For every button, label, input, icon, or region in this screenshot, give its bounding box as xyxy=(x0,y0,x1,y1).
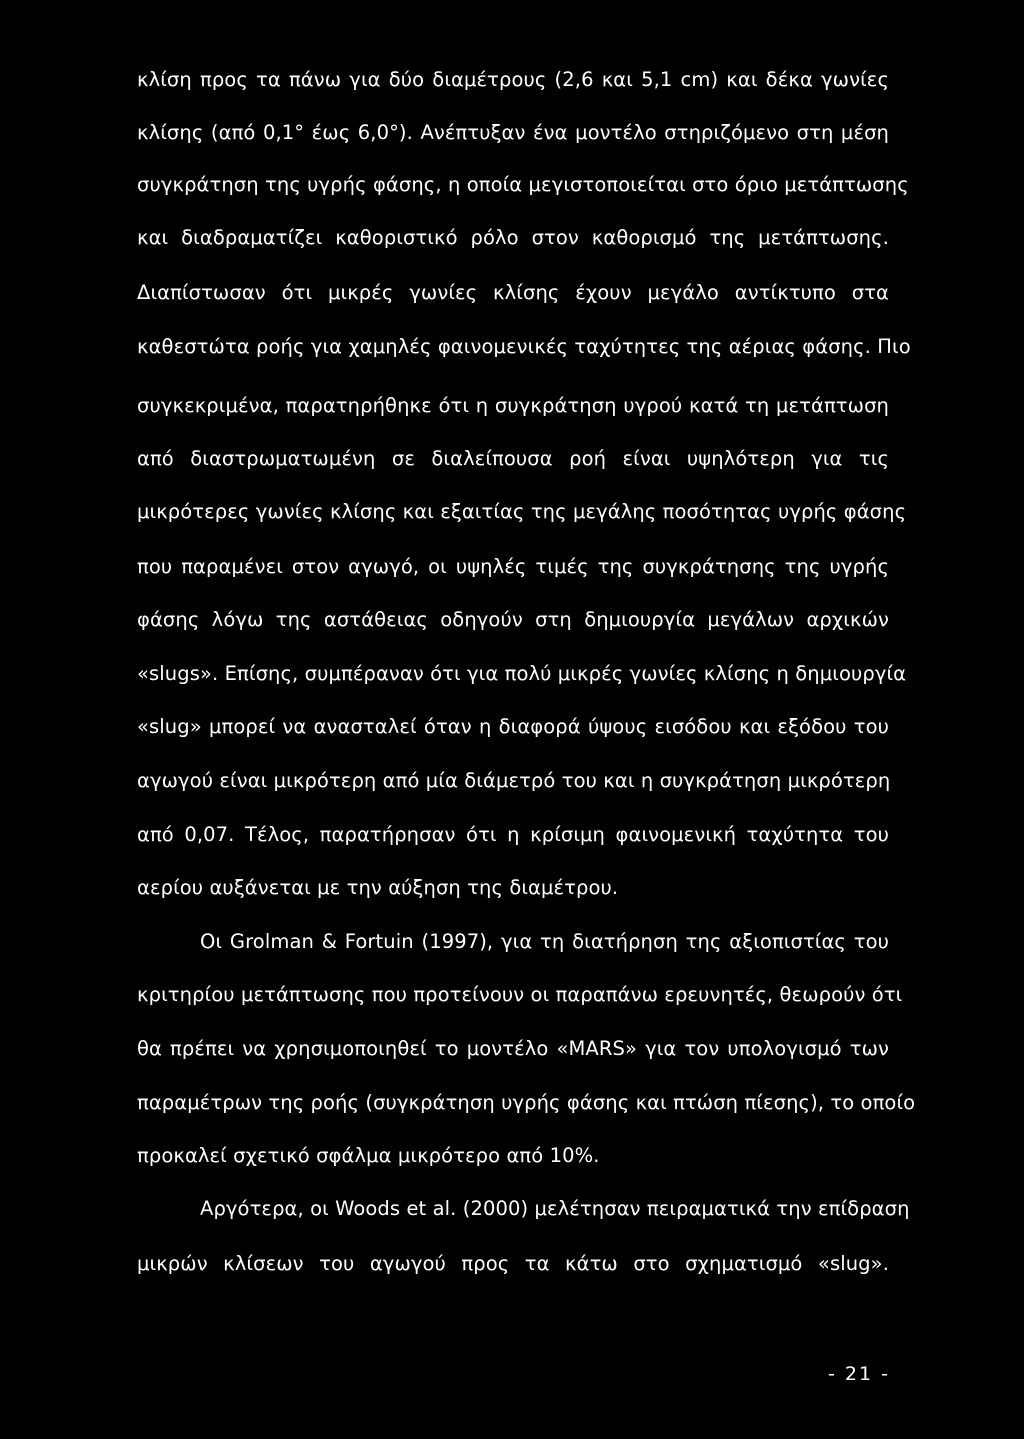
text-line: αερίου αυξάνεται με την αύξηση της διαμέτρου. xyxy=(137,876,619,899)
text-line: μικρότερες γωνίες κλίσης και εξαιτίας της μεγάλης ποσότητας υγρής φάσης xyxy=(137,500,907,523)
text-line: «slugs». Επίσης, συμπέραναν ότι για πολύ μικρές γωνίες κλίσης η δημιουργία xyxy=(137,662,907,685)
text-line: συγκεκριμένα, παρατηρήθηκε ότι η συγκράτηση υγρού κατά τη μετάπτωση xyxy=(137,394,889,417)
text-line: προκαλεί σχετικό σφάλμα μικρότερο από 10%. xyxy=(137,1144,600,1167)
text-line: καθεστώτα ροής για χαμηλές φαινομενικές ταχύτητες της αέριας φάσης. Πιο xyxy=(137,335,911,358)
text-line: από 0,07. Τέλος, παρατήρησαν ότι η κρίσιμη φαινομενική ταχύτητα του xyxy=(137,823,889,846)
text-line: μικρών κλίσεων του αγωγού προς τα κάτω στο σχηματισμό «slug». xyxy=(137,1252,889,1275)
text-line: που παραμένει στον αγωγό, οι υψηλές τιμές της συγκράτησης της υγρής xyxy=(137,555,889,578)
text-line: από διαστρωματωμένη σε διαλείπουσα ροή είναι υψηλότερη για τις xyxy=(137,447,889,470)
text-line: Αργότερα, οι Woods et al. (2000) μελέτησαν πειραματικά την επίδραση xyxy=(200,1197,910,1220)
text-line: και διαδραματίζει καθοριστικό ρόλο στον καθορισμό της μετάπτωσης. xyxy=(137,226,889,249)
text-line: θα πρέπει να χρησιμοποιηθεί το μοντέλο «MARS» για τον υπολογισμό των xyxy=(137,1037,889,1060)
text-line: συγκράτηση της υγρής φάσης, η οποία μεγιστοποιείται στο όριο μετάπτωσης xyxy=(137,173,909,196)
text-line: Διαπίστωσαν ότι μικρές γωνίες κλίσης έχουν μεγάλο αντίκτυπο στα xyxy=(137,281,889,304)
text-line: κριτηρίου μετάπτωσης που προτείνουν οι παραπάνω ερευνητές, θεωρούν ότι xyxy=(137,983,903,1006)
text-line: «slug» μπορεί να ανασταλεί όταν η διαφορά ύψους εισόδου και εξόδου του xyxy=(137,715,889,738)
page-number: - 21 - xyxy=(828,1363,890,1385)
text-line: αγωγού είναι μικρότερη από μία διάμετρό του και η συγκράτηση μικρότερη xyxy=(137,769,891,792)
text-line: φάσης λόγω της αστάθειας οδηγούν στη δημιουργία μεγάλων αρχικών xyxy=(137,608,889,631)
text-line: κλίσης (από 0,1° έως 6,0°). Ανέπτυξαν ένα μοντέλο στηριζόμενο στη μέση xyxy=(137,121,889,144)
text-line: κλίση προς τα πάνω για δύο διαμέτρους (2,6 και 5,1 cm) και δέκα γωνίες xyxy=(137,68,889,91)
text-line: παραμέτρων της ροής (συγκράτηση υγρής φάσης και πτώση πίεσης), το οποίο xyxy=(137,1091,916,1114)
text-line: Οι Grolman & Fortuin (1997), για τη διατήρηση της αξιοπιστίας του xyxy=(200,930,889,953)
